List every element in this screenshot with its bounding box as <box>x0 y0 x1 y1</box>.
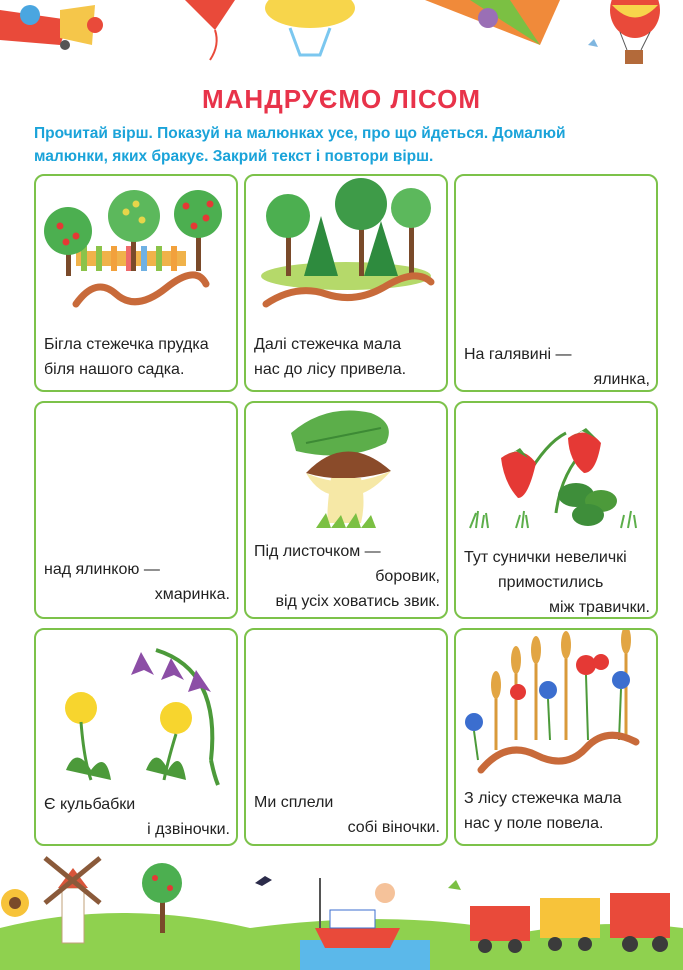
card-orchard <box>34 174 238 392</box>
card-9-line-2: нас у поле повела. <box>464 815 604 832</box>
strawberries-picture <box>456 403 656 543</box>
card-5-line-2: боровик, <box>375 568 440 585</box>
card-1-line-2: біля нашого садка. <box>44 361 185 378</box>
sunflower-icon <box>1 889 29 917</box>
bottom-decoration <box>0 848 683 970</box>
butterfly-icon <box>588 39 598 47</box>
mushroom-picture <box>246 403 446 543</box>
card-6-line-2: примостились <box>498 574 604 591</box>
swallow-icon <box>255 876 272 886</box>
card-5-line-1: Під листочком — <box>254 543 381 560</box>
card-9-line-1: З лісу стежечка мала <box>464 790 622 807</box>
card-2-line-2: нас до лісу привела. <box>254 361 407 378</box>
boat-icon <box>315 878 400 948</box>
card-strawberries <box>454 401 658 619</box>
butterfly-icon <box>448 880 461 890</box>
top-decoration <box>0 0 683 80</box>
hot-air-balloon-icon <box>610 0 660 64</box>
card-4-line-1: над ялинкою — <box>44 561 160 578</box>
card-field <box>454 628 658 846</box>
page-title: МАНДРУЄМО ЛІСОМ <box>202 84 481 114</box>
card-4-line-2: хмаринка. <box>154 586 230 603</box>
kite-icon <box>185 0 235 60</box>
dandelions-picture <box>36 630 236 790</box>
hang-glider-icon <box>425 0 560 45</box>
card-5-line-3: від усіх ховатись звик. <box>275 593 440 610</box>
instructions-line-2: малюнки, яких бракує. Закрий текст і повтори вірш. <box>34 148 434 165</box>
card-3-line-1: На галявині — <box>464 346 572 363</box>
card-7-line-1: Є кульбабки <box>44 796 136 813</box>
card-8-line-1: Ми сплели <box>254 794 334 811</box>
balloon-character-icon <box>265 0 355 55</box>
card-7-line-2: і дзвіночки. <box>147 821 230 838</box>
instructions-line-1: Прочитай вірш. Показуй на малюнках усе, про що йдеться. Домалюй <box>34 125 566 142</box>
card-cloud-empty <box>34 401 238 619</box>
instructions <box>34 122 664 168</box>
card-wreath-empty <box>244 628 448 846</box>
card-mushroom <box>244 401 448 619</box>
card-8-line-2: собі віночки. <box>347 819 440 836</box>
airplane-icon <box>0 5 103 50</box>
card-forest <box>244 174 448 392</box>
forest-picture <box>246 176 446 326</box>
card-2-line-1: Далі стежечка мала <box>254 336 402 353</box>
orchard-picture <box>36 176 236 326</box>
card-fir-tree-empty <box>454 174 658 392</box>
field-picture <box>456 630 656 790</box>
card-6-line-1: Тут сунички невеличкі <box>464 549 627 566</box>
card-6-line-3: між травички. <box>549 599 650 616</box>
card-dandelions <box>34 628 238 846</box>
card-1-line-1: Бігла стежечка прудка <box>44 336 209 353</box>
card-3-line-2: ялинка, <box>593 371 650 388</box>
